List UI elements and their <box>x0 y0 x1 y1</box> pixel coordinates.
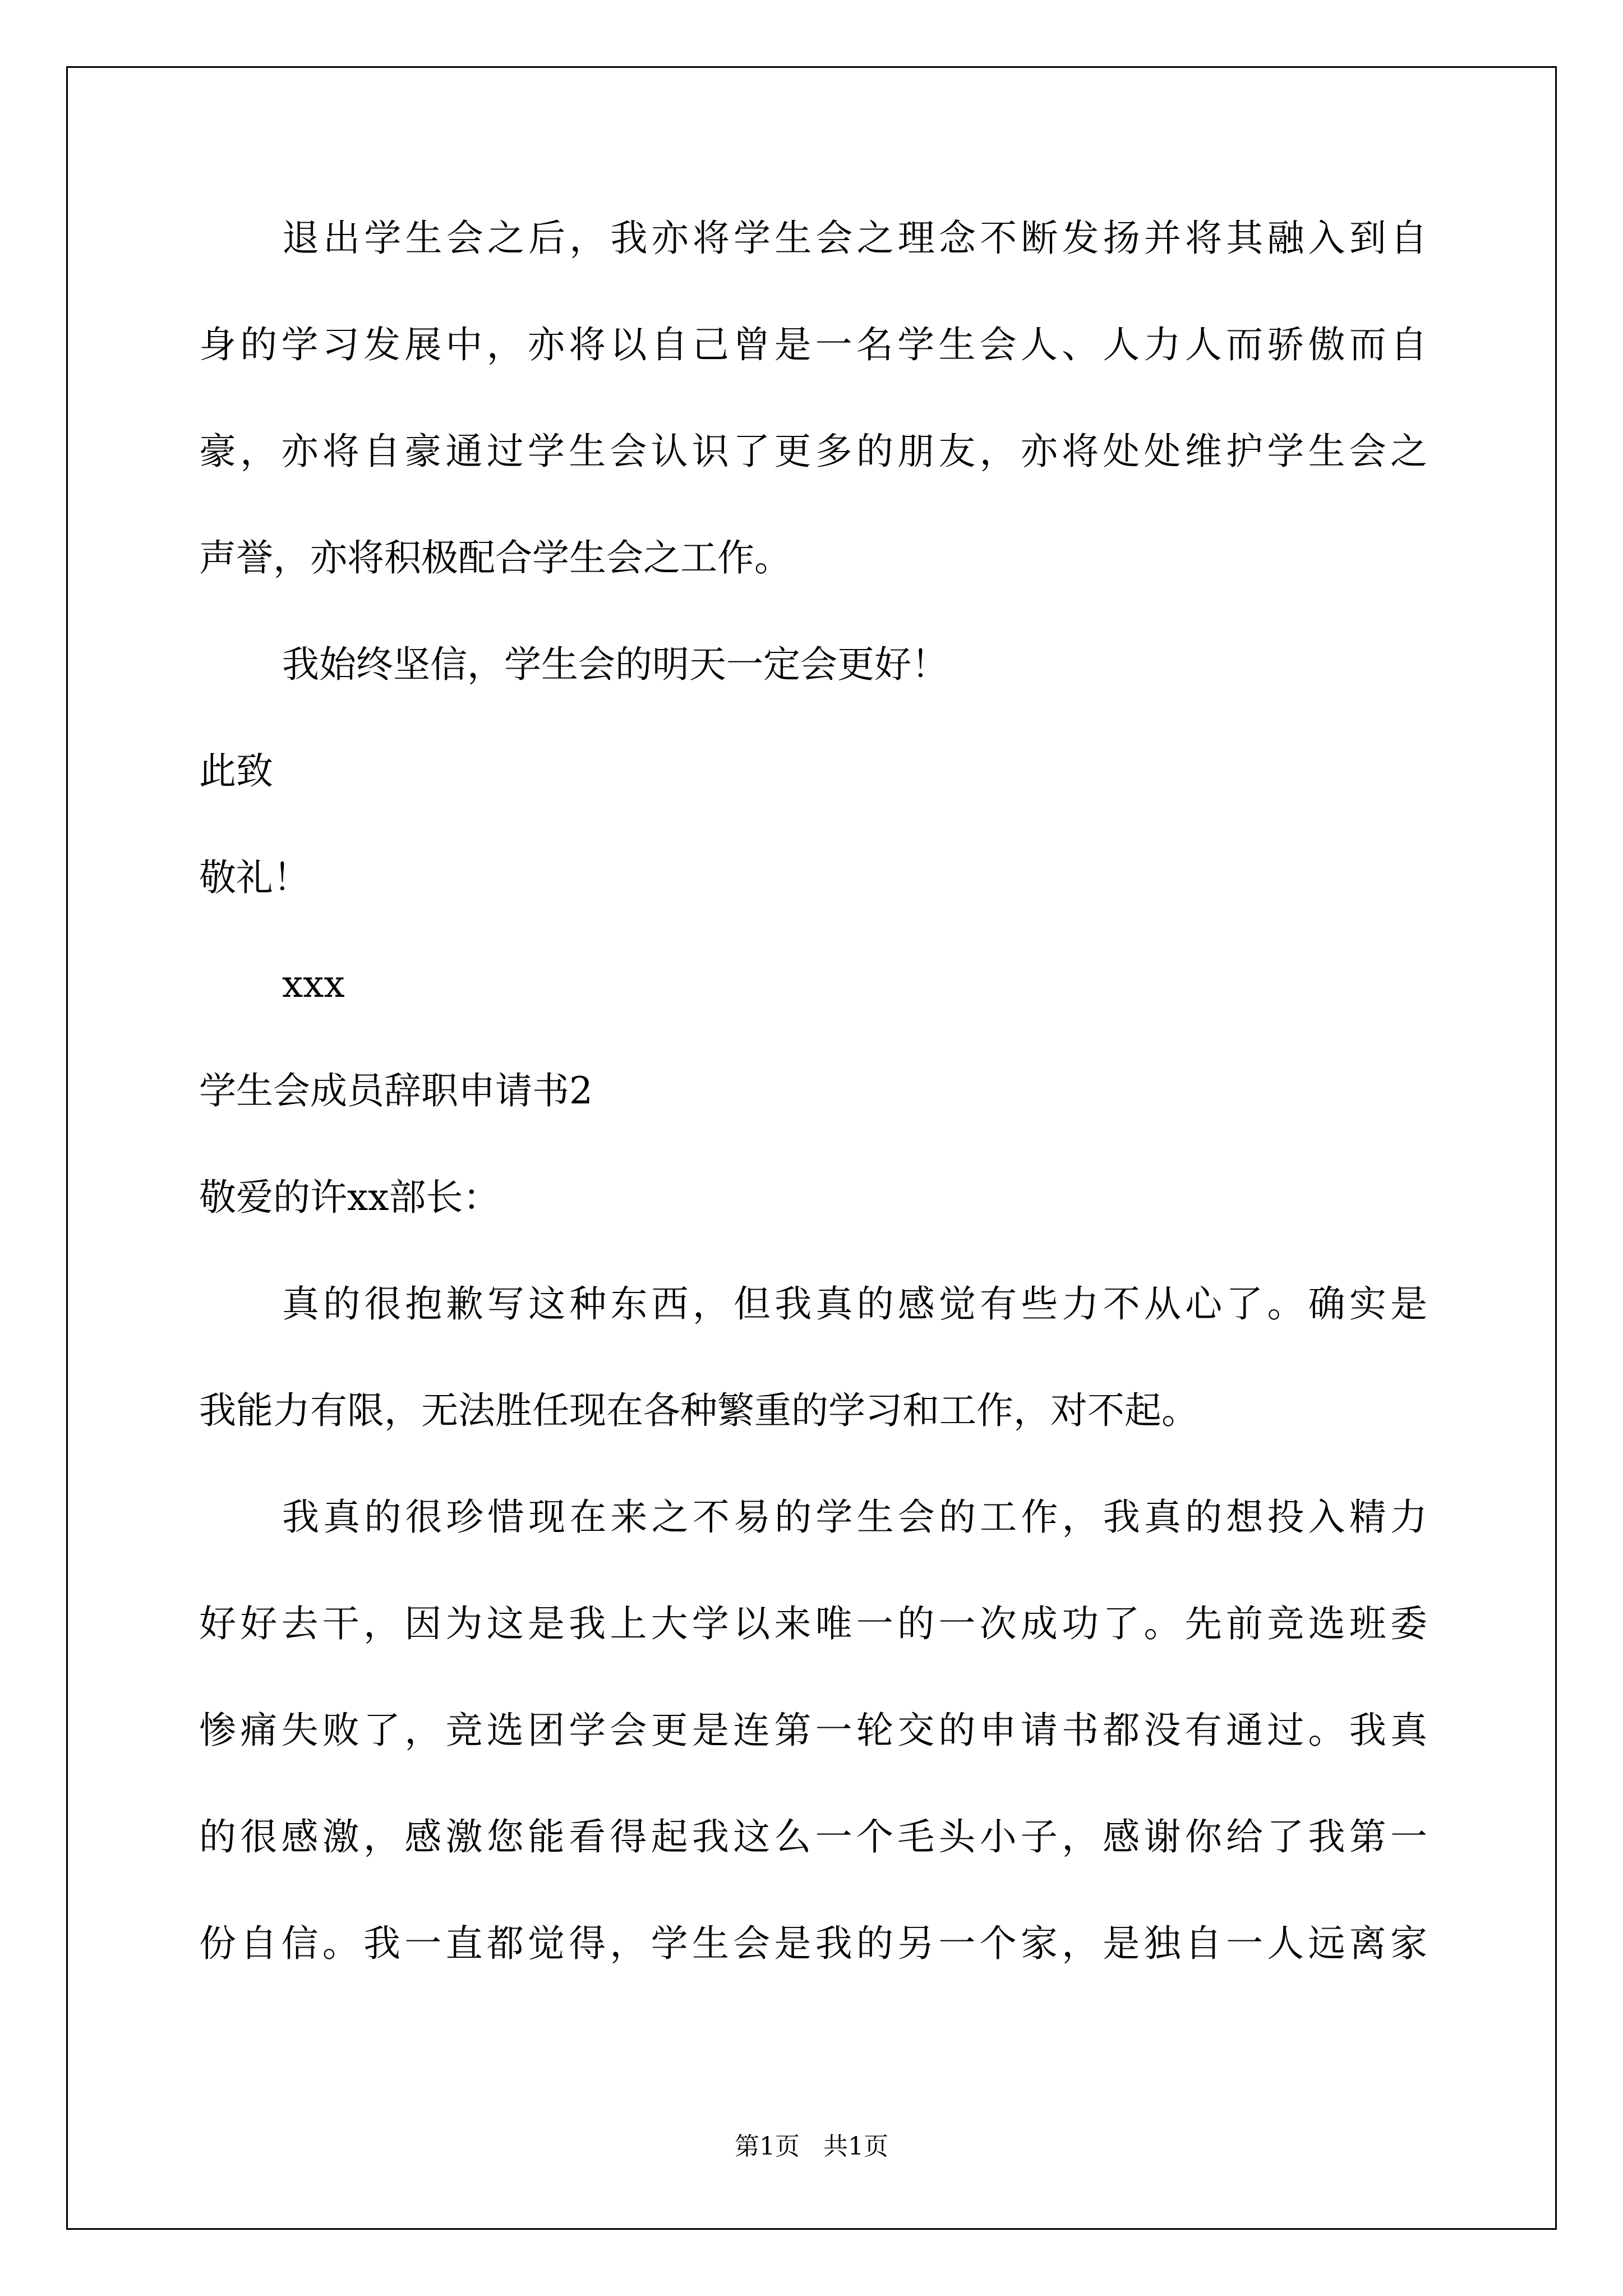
closing-regards: 敬礼！ <box>199 856 310 899</box>
page-footer: 第1页 共1页 <box>735 2132 888 2161</box>
paragraph-line: 退出学生会之后，我亦将学生会之理念不断发扬并将其融入到自 <box>282 217 1427 260</box>
paragraph-line: 好好去干，因为这是我上大学以来唯一的一次成功了。先前竞选班委 <box>199 1602 1427 1645</box>
section-title: 学生会成员辞职申请书2 <box>199 1069 593 1112</box>
paragraph-line: 惨痛失败了，竞选团学会更是连第一轮交的申请书都没有通过。我真 <box>199 1709 1427 1752</box>
paragraph-line: 身的学习发展中，亦将以自己曾是一名学生会人、人力人而骄傲而自 <box>199 323 1427 366</box>
signature-name: xxx <box>282 963 345 1006</box>
paragraph-line: 声誉，亦将积极配合学生会之工作。 <box>199 536 791 579</box>
greeting: 敬爱的许xx部长： <box>199 1176 500 1219</box>
paragraph-line: 的很感激，感激您能看得起我这么一个毛头小子，感谢你给了我第一 <box>199 1815 1427 1858</box>
paragraph-line: 我真的很珍惜现在来之不易的学生会的工作，我真的想投入精力 <box>282 1496 1427 1539</box>
paragraph-line: 豪，亦将自豪通过学生会认识了更多的朋友，亦将处处维护学生会之 <box>199 430 1427 473</box>
page-border <box>66 66 1557 2230</box>
paragraph-line: 份自信。我一直都觉得，学生会是我的另一个家，是独自一人远离家 <box>199 1922 1427 1965</box>
paragraph-line: 我能力有限，无法胜任现在各种繁重的学习和工作，对不起。 <box>199 1389 1198 1432</box>
closing-salutation: 此致 <box>199 749 273 793</box>
paragraph-line: 真的很抱歉写这种东西，但我真的感觉有些力不从心了。确实是 <box>282 1282 1427 1326</box>
paragraph-line: 我始终坚信，学生会的明天一定会更好！ <box>282 643 948 686</box>
